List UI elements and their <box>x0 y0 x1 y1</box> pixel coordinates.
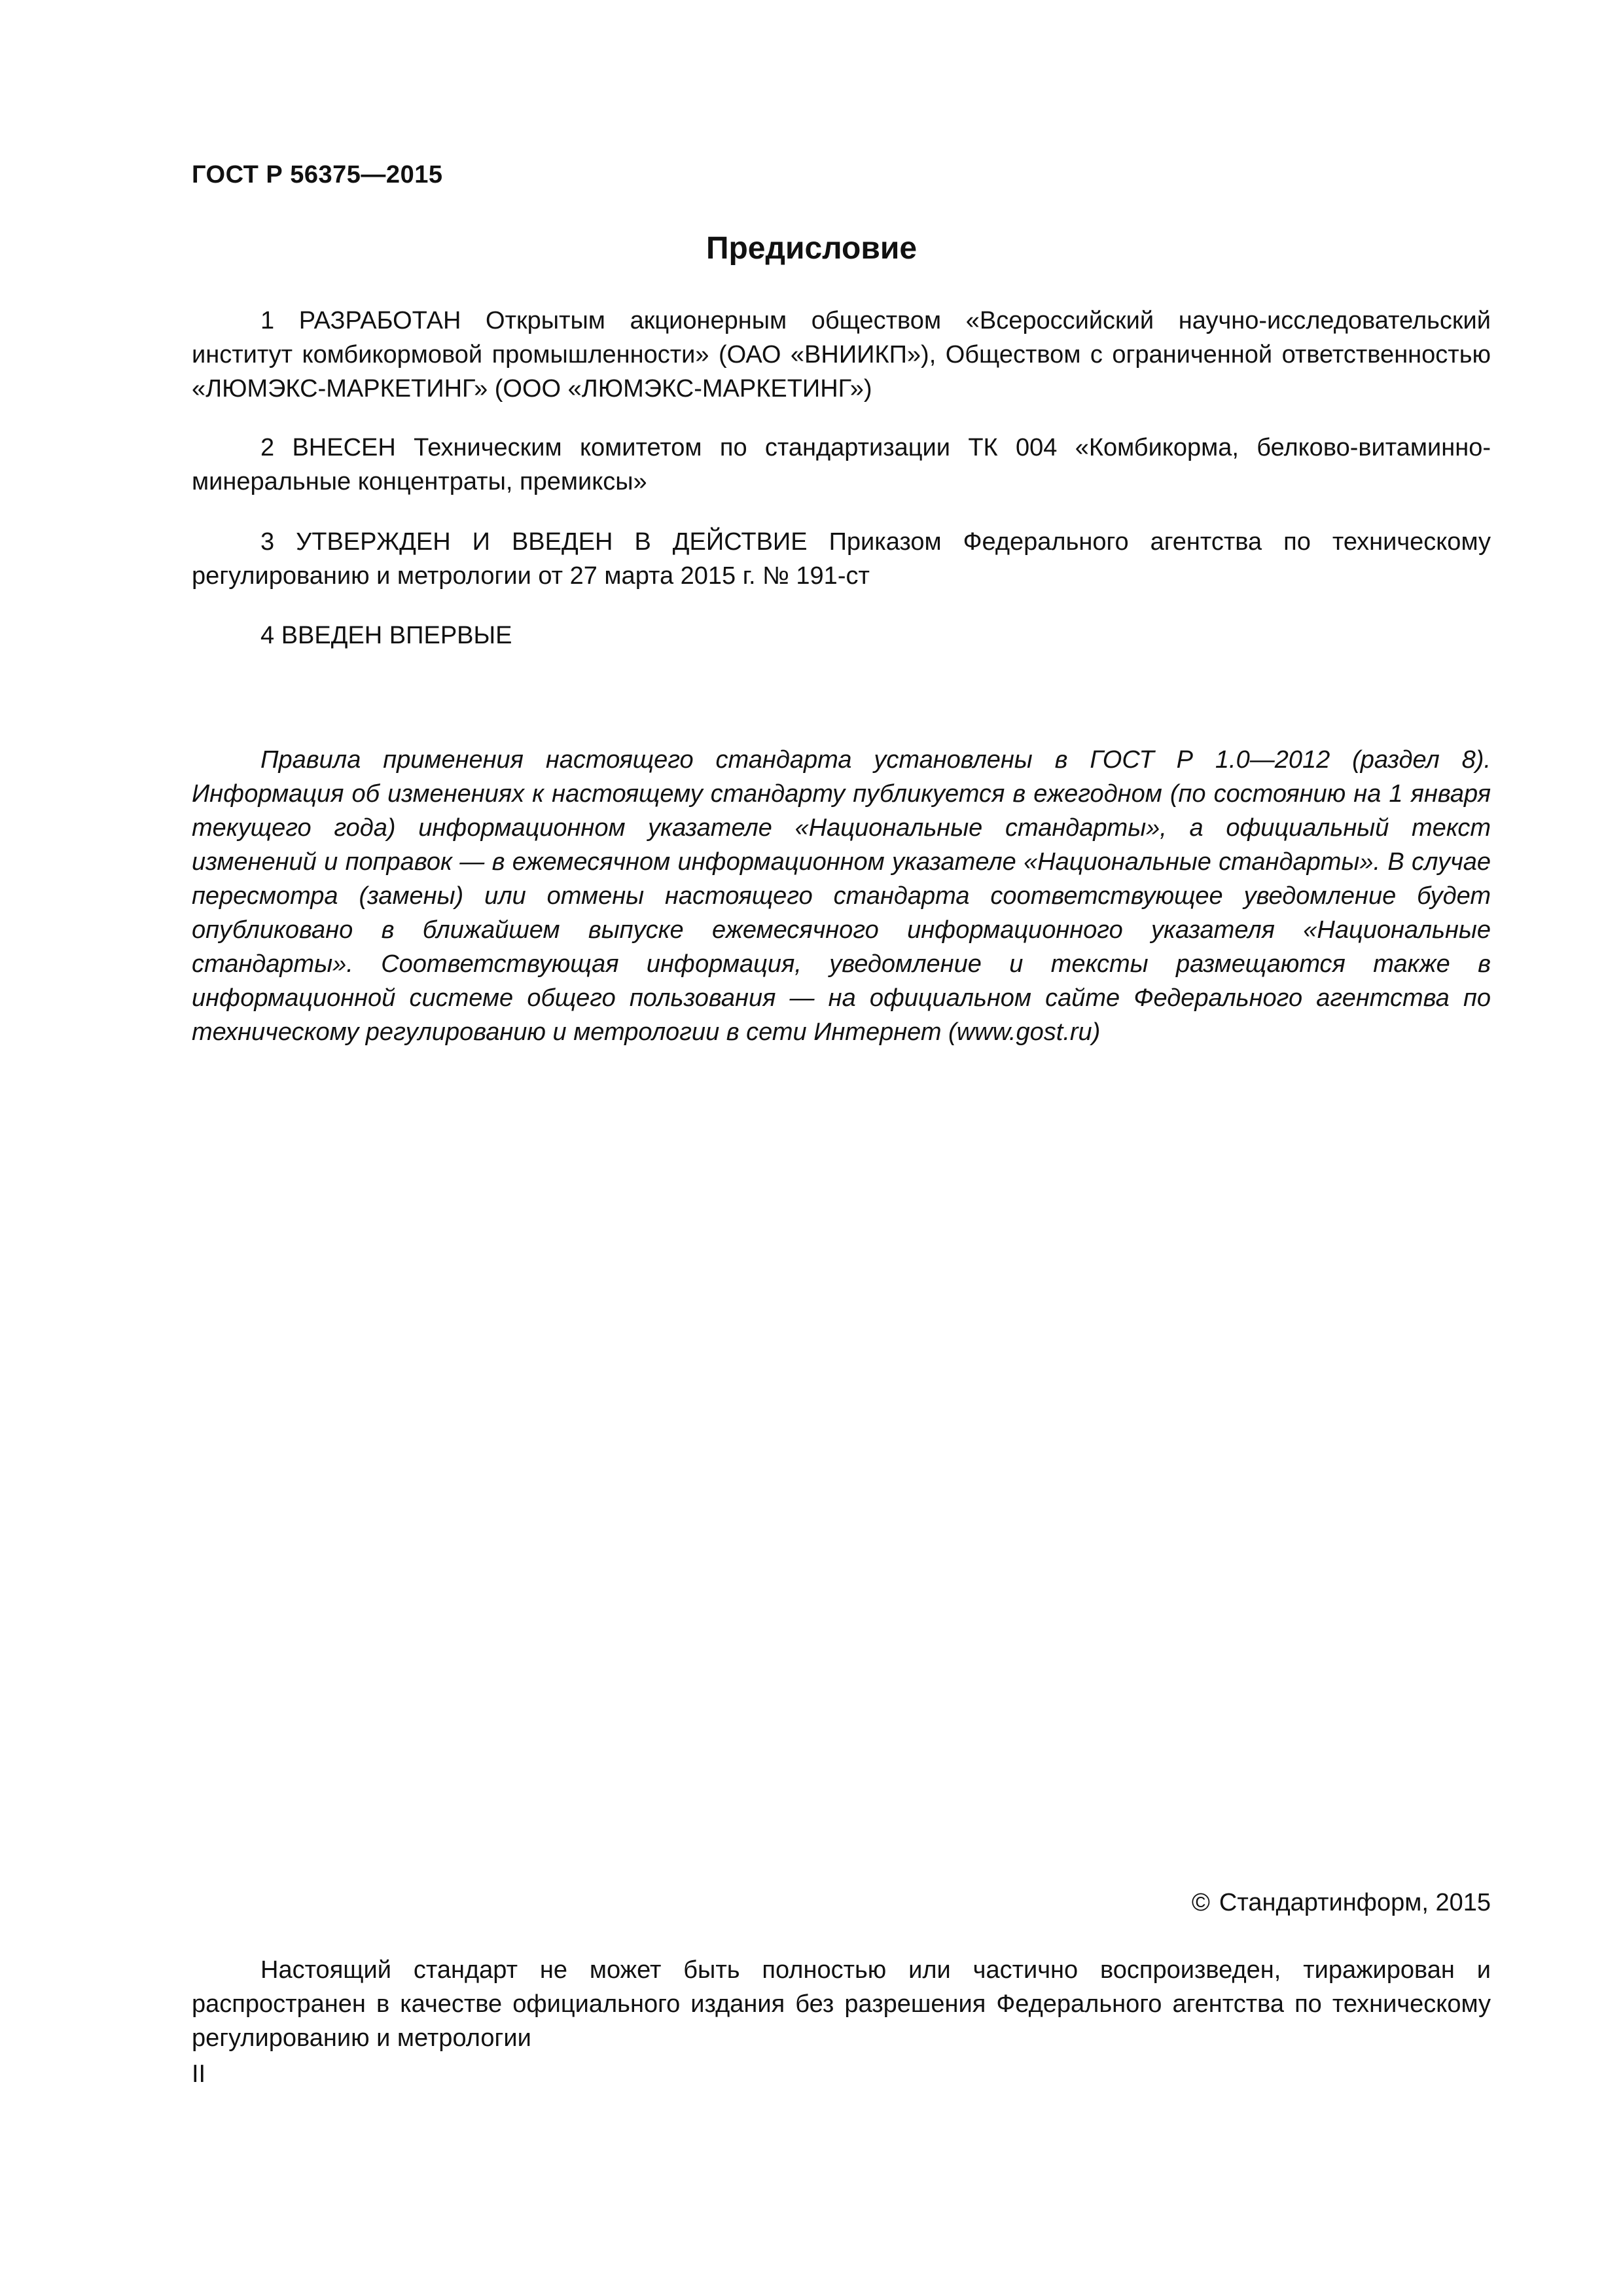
foreword-item-introduced <box>192 431 1491 499</box>
application-rules-notice <box>192 743 1491 1049</box>
copyright-line <box>1192 1889 1491 1917</box>
document-code: ГОСТ Р 56375—2015 <box>192 161 443 188</box>
copyright-icon: © <box>1191 1889 1210 1916</box>
foreword-item-text: 3 УТВЕРЖДЕН И ВВЕДЕН В ДЕЙСТВИЕ Приказом Федерального агентства по техническому регулированию и метрологии от 27 марта 2015 г. № 191-ст <box>192 528 1491 590</box>
restriction-text: Настоящий стандарт не может быть полностью или частично воспроизведен, тиражирован и распространен в качестве официального издания без разрешения Федерального агентства по техническому регулированию и метрологии <box>192 1956 1491 2052</box>
foreword-item-developed <box>192 304 1491 406</box>
copyright-text: Стандартинформ, 2015 <box>1219 1889 1491 1916</box>
foreword-item-first-introduced <box>192 619 1491 653</box>
foreword-item-approved <box>192 525 1491 593</box>
page-number: II <box>192 2060 206 2088</box>
foreword-item-text: 2 ВНЕСЕН Техническим комитетом по стандартизации ТК 004 «Комбикорма, белково-витаминно-минеральные концентраты, премиксы» <box>192 434 1491 495</box>
page-title: Предисловие <box>705 231 918 266</box>
notice-text: Правила применения настоящего стандарта установлены в ГОСТ Р 1.0—2012 (раздел 8). Информация об изменениях к настоящему стандарту публикуется в ежегодном (по состоянию на 1 января текущего года) информационном указателе «Национальные стандарты», а официальный текст изменений и поправок — в ежемесячном информационном указателе «Национальные стандарты». В случае пересмотра (замены) или отмены настоящего стандарта соответствующее уведомление будет опубликовано в ближайшем выпуске ежемесячного информационного указателя «Национальные стандарты». Соответствующая информация, уведомление и тексты размещаются также в информационной системе общего пользования — на официальном сайте Федерального агентства по техническому регулированию и метрологии в сети Интернет (www.gost.ru) <box>192 746 1491 1046</box>
foreword-item-text: 4 ВВЕДЕН ВПЕРВЫЕ <box>260 622 512 649</box>
foreword-item-text: 1 РАЗРАБОТАН Открытым акционерным обществом «Всероссийский научно-исследовательский институт комбикормовой промышленности» (ОАО «ВНИИКП»), Обществом с ограниченной ответственностью «ЛЮМЭКС-МАРКЕТИНГ» (ООО «ЛЮМЭКС-МАРКЕТИНГ») <box>192 307 1491 403</box>
reproduction-restriction <box>192 1953 1491 2055</box>
